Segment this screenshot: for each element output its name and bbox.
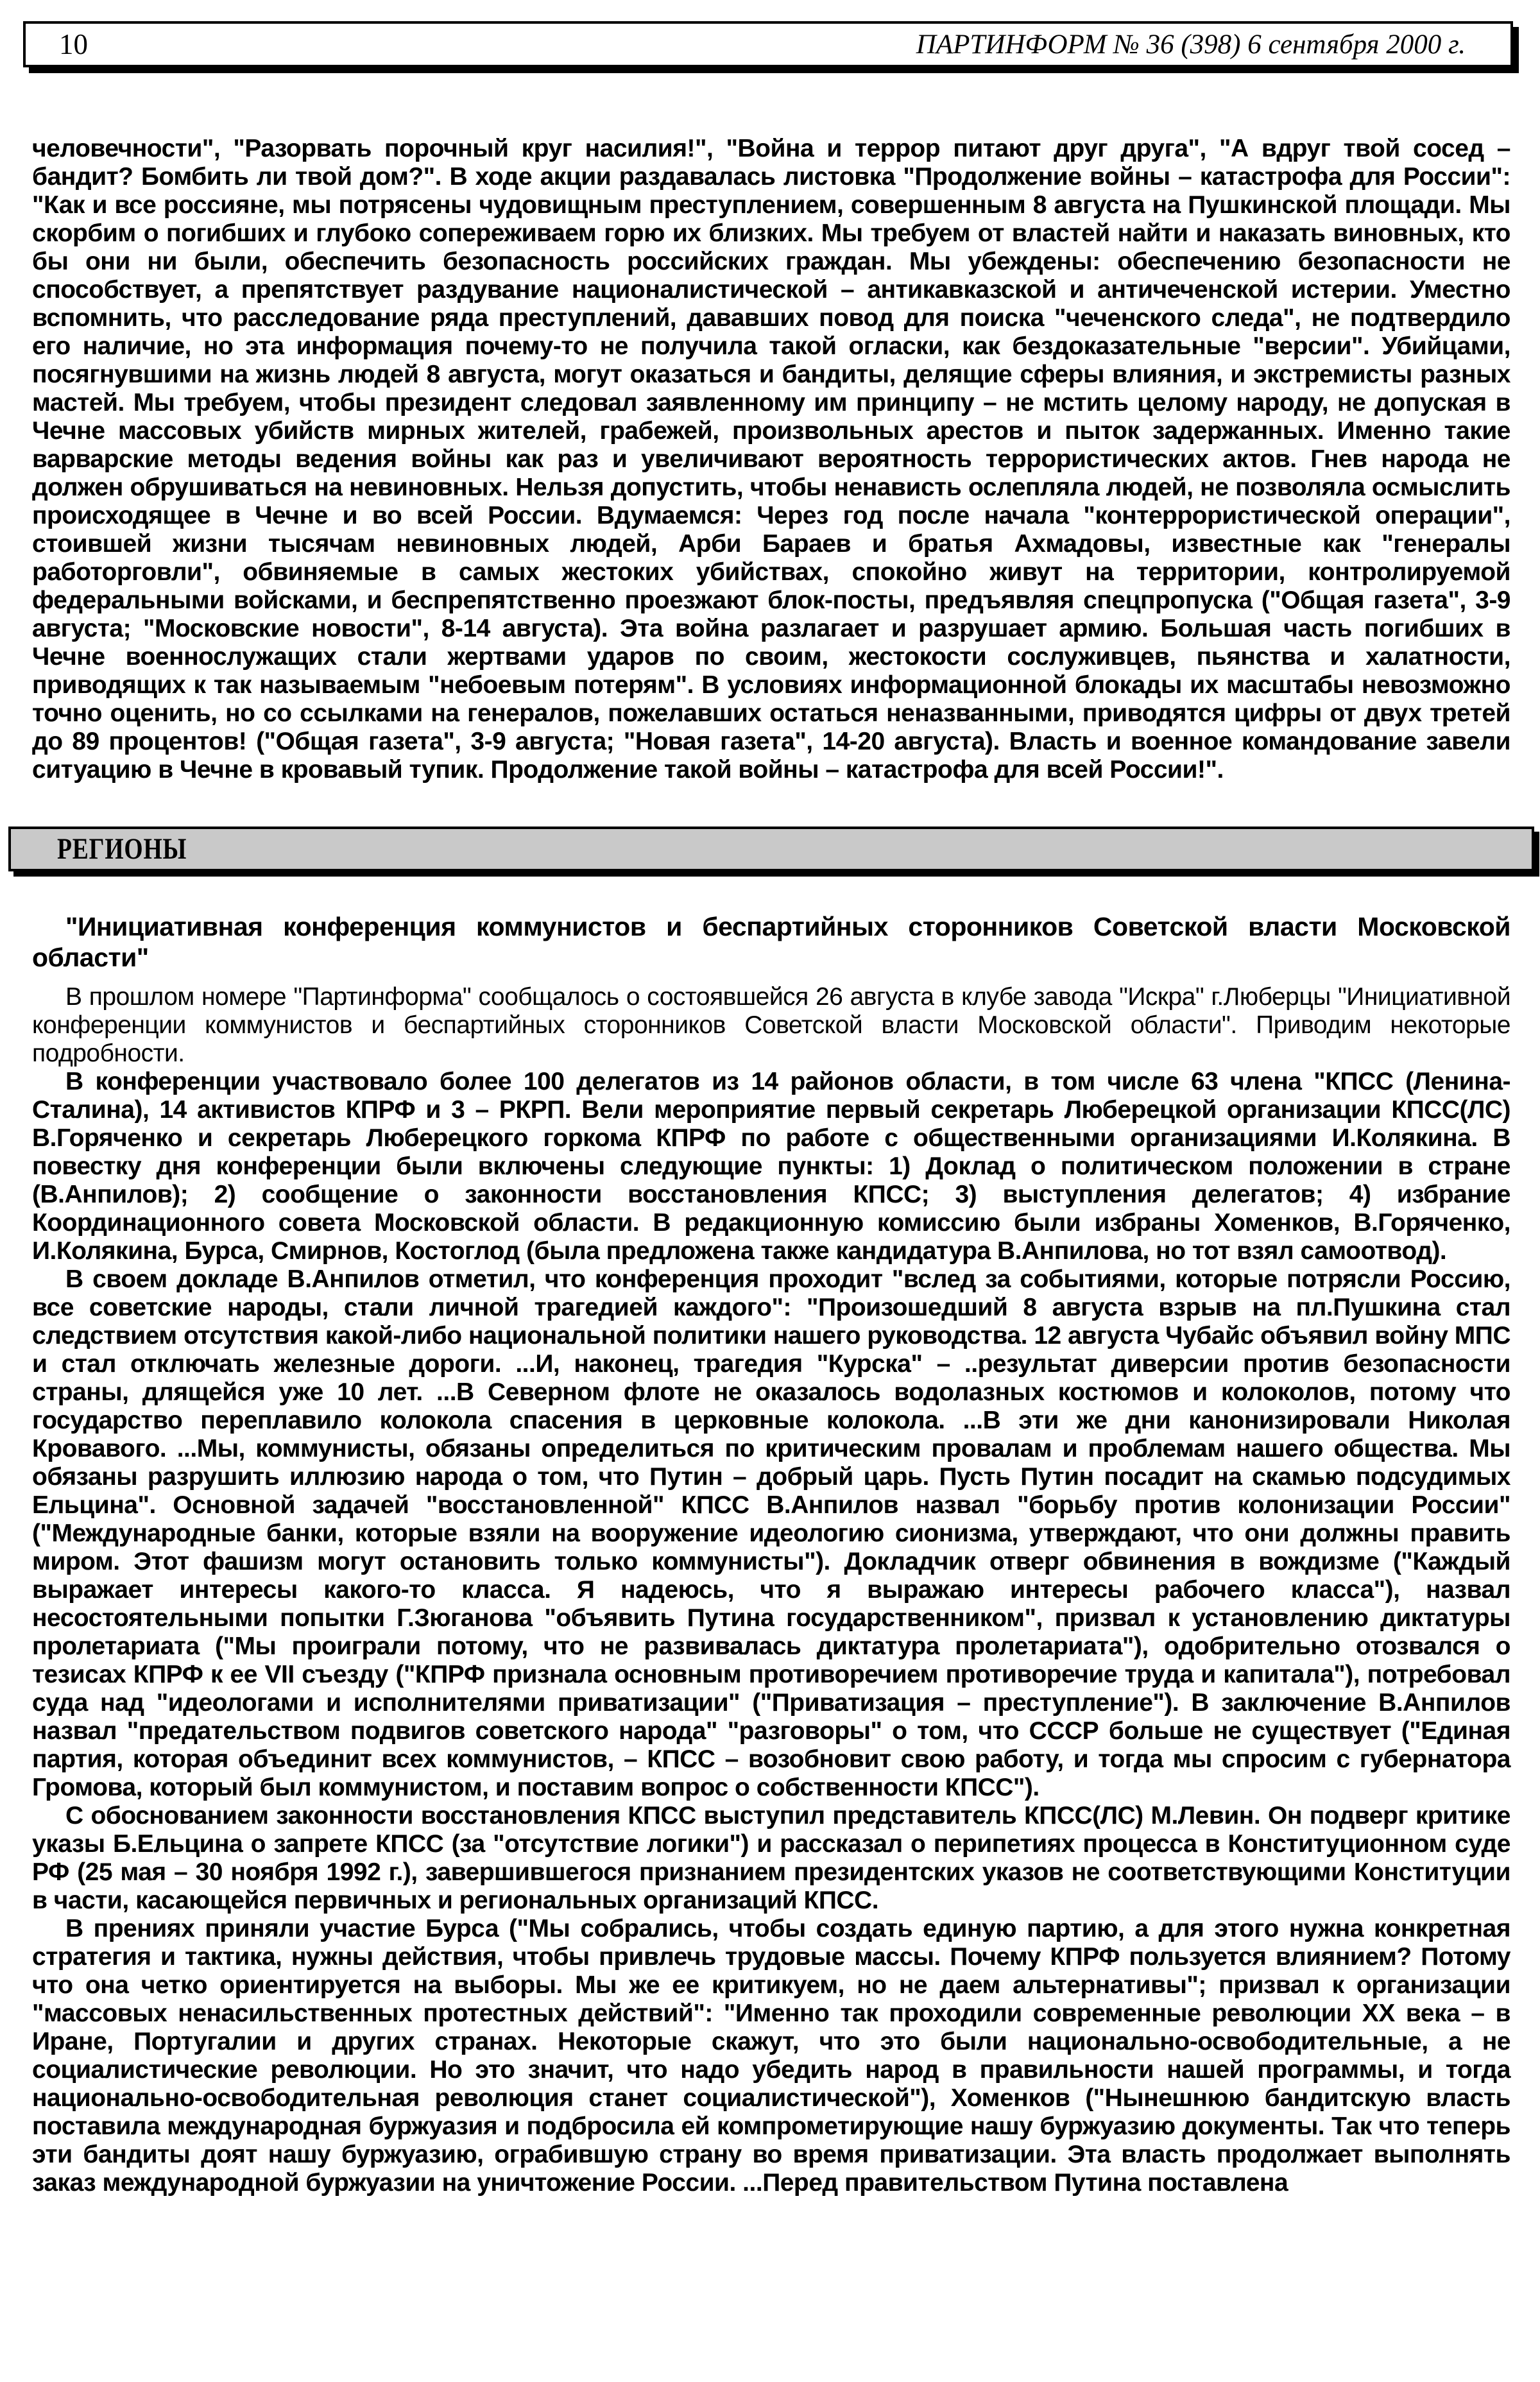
article-paragraph: В своем докладе В.Анпилов отметил, что конференция проходит "вслед за событиями, которые потрясли Россию, все советские народы, стали личной трагедией каждого": "Произошедший 8 августа взрыв на пл.Пушкина стал следствием отсутствия какой-либо национальной политики нашего руководства. 12 августа Чубайс объявил войну МПС и стал отключать железные дороги. ...И, наконец, трагедия "Курска" – ..результат диверсии против безопасности страны, длящейся уже 10 лет. ...В Северном флоте не оказалось водолазных костюмов и колоколов, потому что государство переплавило колокола спасения в церковные колокола. ...В эти же дни канонизировали Николая Кровавого. ...Мы, коммунисты, обязаны определиться по критическим провалам и проблемам нашего общества. Мы обязаны разрушить иллюзию народа о том, что Путин – добрый царь. Пусть Путин посадит на скамью подсудимых Ельцина". Основной задачей "восстановленной" КПСС В.Анпилов назвал "борьбу против колонизации России" ("Международные банки, которые взяли на вооружение идеологию сионизма, утверждают, что они должны править миром. Этот фашизм могут остановить только коммунисты"). Докладчик отверг обвинения в вождизме ("Каждый выражает интересы какого-то класса. Я надеюсь, что я выражаю интересы рабочего класса"), назвал несостоятельными попытки Г.Зюганова "объявить Путина государственником", призвал к установлению диктатуры пролетариата ("Мы проиграли потому, что не развивалась диктатура пролетариата"), одобрительно отозвался о тезисах КПРФ к ее VII съезду ("КПРФ признала основным противоречием противоречие труда и капитала"), потребовал суда над "идеологами и исполнителями приватизации" ("Приватизация – преступление"). В заключение В.Анпилов назвал "предательством подвигов советского народа" "разговоры" о том, что СССР больше не существует ("Единая партия, которая объединит всех коммунистов, – КПСС – возобновит свою работу, и тогда мы спросим с губернатора Громова, который был коммунистом, и поставим вопрос о собственности КПСС"). [32,1265,1510,1801]
section-title: РЕГИОНЫ [57,832,187,866]
masthead-title: ПАРТИНФОРМ № 36 (398) 6 сентября 2000 г. [916,29,1466,60]
article-paragraph: В прениях приняли участие Бурса ("Мы собрались, чтобы создать единую партию, а для этого нужна конкретная стратегия и тактика, нужны действия, чтобы привлечь трудовые массы. Почему КПРФ пользуется влиянием? Потому что она четко ориентируется на выборы. Мы же ее критикуем, но не даем альтернативы"; призвал к организации "массовых ненасильственных протестных действий": "Именно так проходили современные революции XX века – в Иране, Португалии и других странах. Некоторые скажут, что это были национально-освободительные, а не социалистические революции. Но это значит, что надо убедить народ в правильности нашей программы, и тогда национально-освободительная революция станет социалистической"), Хоменков ("Нынешнюю бандитскую власть поставила международная буржуазия и подбросила ей компрометирующие нашу буржуазию документы. Так что теперь эти бандиты доят нашу буржуазию, ограбившую страну во время приватизации. Эта власть продолжает выполнять заказ международной буржуазии на уничтожение России. ...Перед правительством Путина поставлена [32,1915,1510,2197]
text-column [32,0,1510,2197]
article-headline: "Инициативная конференция коммунистов и беспартийных сторонников Советской власти Московской области" [32,912,1510,972]
article-paragraph: С обоснованием законности восстановления КПСС выступил представитель КПСС(ЛС) М.Левин. Он подверг критике указы Б.Ельцина о запрете КПСС (за "отсутствие логики") и рассказал о перипетиях процесса в Конституционном суде РФ (25 мая – 30 ноября 1992 г.), завершившегося признанием президентских указов не соответствующими Конституции в части, касающейся первичных и региональных организаций КПСС. [32,1802,1510,1914]
page-number: 10 [59,28,88,60]
section-header-regions [8,827,1534,871]
lead-paragraph: человечности", "Разорвать порочный круг насилия!", "Война и террор питают друг друга", "А вдруг твой сосед – бандит? Бомбить ли твой дом?". В ходе акции раздавалась листовка "Продолжение войны – катастрофа для России": "Как и все россияне, мы потрясены чудовищным преступлением, совершенным 8 августа на Пушкинской площади. Мы скорбим о погибших и глубоко сопереживаем горю их близких. Мы требуем от властей найти и наказать виновных, кто бы они ни были, обеспечить безопасность российских граждан. Мы убеждены: обеспечению безопасности не способствует, а препятствует раздувание националистической – антикавказской и античеченской истерии. Уместно вспомнить, что расследование ряда преступлений, дававших повод для поиска "чеченского следа", не подтвердило его наличие, но эта информация почему-то не получила такой огласки, как бездоказательные "версии". Убийцами, посягнувшими на жизнь людей 8 августа, могут оказаться и бандиты, делящие сферы влияния, и экстремисты разных мастей. Мы требуем, чтобы президент следовал заявленному им принципу – не мстить целому народу, не допуская в Чечне массовых убийств мирных жителей, грабежей, произвольных арестов и пыток задержанных. Именно такие варварские методы ведения войны как раз и увеличивают вероятность террористических актов. Гнев народа не должен обрушиваться на невиновных. Нельзя допустить, чтобы ненависть ослепляла людей, не позволяла осмыслить происходящее в Чечне и во всей России. Вдумаемся: Через год после начала "контеррористической операции", стоившей жизни тысячам невиновных людей, Арби Бараев и братья Ахмадовы, известные как "генералы работорговли", обвиняемые в самых жестоких убийствах, спокойно живут на территории, контролируемой федеральными войсками, и беспрепятственно проезжают блок-посты, предъявляя спецпропуска ("Общая газета", 3-9 августа; "Московские новости", 8-14 августа). Эта война разлагает и разрушает армию. Большая часть погибших в Чечне военнослужащих стали жертвами ударов по своим, жестокости сослуживцев, пьянства и халатности, приводящих к так называемым "небоевым потерям". В условиях информационной блокады их масштабы невозможно точно оценить, но со ссылками на генералов, пожелавших остаться неназванными, приводятся цифры от двух третей до 89 процентов! ("Общая газета", 3-9 августа; "Новая газета", 14-20 августа). Власть и военное командование завели ситуацию в Чечне в кровавый тупик. Продолжение такой войны – катастрофа для всей России!". [32,135,1510,784]
article-paragraph: В конференции участвовало более 100 делегатов из 14 районов области, в том числе 63 члена "КПСС (Ленина-Сталина), 14 активистов КПРФ и 3 – РКРП. Вели мероприятие первый секретарь Люберецкой организации КПСС(ЛС) В.Горяченко и секретарь Люберецкого горкома КПРФ по работе с общественными организациями И.Колякина. В повестку дня конференции были включены следующие пункты: 1) Доклад о политическом положении в стране (В.Анпилов); 2) сообщение о законности восстановления КПСС; 3) выступления делегатов; 4) избрание Координационного совета Московской области. В редакционную комиссию были избраны Хоменков, В.Горяченко, И.Колякина, Бурса, Смирнов, Костоглод (была предложена также кандидатура В.Анпилова, но тот взял самоотвод). [32,1068,1510,1265]
article-intro: В прошлом номере "Партинформа" сообщалось о состоявшейся 26 августа в клубе завода "Искра" г.Люберцы "Инициативной конференции коммунистов и беспартийных сторонников Советской власти Московской области". Приводим некоторые подробности. [32,983,1510,1067]
